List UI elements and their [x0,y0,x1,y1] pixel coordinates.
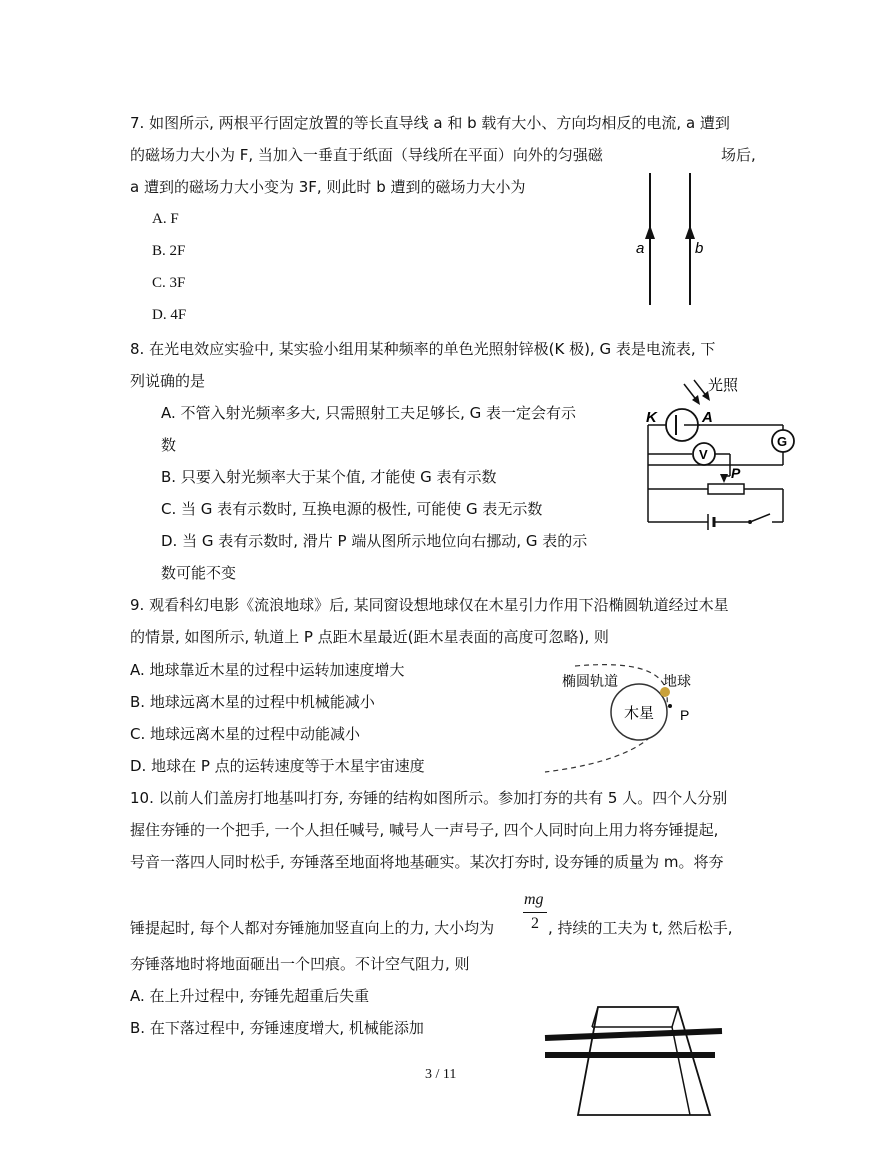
q9-orbit-figure [515,656,715,781]
q7-option-c: C. 3F [152,275,186,291]
voltmeter-label: V [699,447,708,462]
rheostat [708,484,744,494]
q8-option-c: C. 当 G 表有示数时, 互换电源的极性, 可能使 G 表无示数 [161,500,543,518]
q10-rammer-figure [540,995,730,1150]
q10-line-2: 握住夯锤的一个把手, 一个人担任喊号, 喊号人一声号子, 四个人同时向上用力将夯锤提起, [130,821,719,839]
q9-line-2: 的情景, 如图所示, 轨道上 P 点距木星最近(距木星表面的高度可忽略), 则 [130,628,609,646]
q9-line-1: 9. 观看科幻电影《流浪地球》后, 某同窗设想地球仅在木星引力作用下沿椭圆轨道经过木星 [130,596,729,614]
light-label: 光照 [708,377,739,394]
q7-line-1: 7. 如图所示, 两根平行固定放置的等长直导线 a 和 b 载有大小、方向均相反的电流, a 遭到 [130,114,730,132]
rammer-handle [545,1031,722,1038]
galvanometer-label: G [777,434,788,449]
rammer-body [578,1007,710,1115]
slider-arrow-icon [720,474,728,483]
slider-label: P [731,465,741,481]
q7-wires-figure [620,165,730,310]
q8-option-d-line-2: 数可能不变 [161,564,237,582]
q7-line-2a: 的磁场力大小为 F, 当加入一垂直于纸面（导线所在平面）向外的匀强磁 [130,146,603,164]
q9-option-c: C. 地球远离木星的过程中动能减小 [130,725,361,743]
q10-line-1: 10. 以前人们盖房打地基叫打夯, 夯锤的结构如图所示。参加打夯的共有 5 人。四个人分别 [130,789,728,807]
q7-option-a: A. F [152,211,179,227]
q8-line-1: 8. 在光电效应实验中, 某实验小组用某种频率的单色光照射锌极(K 极), G 表是电流表, 下 [130,340,716,358]
q7-option-b: B. 2F [152,243,186,259]
orbit-label: 椭圆轨道 [562,673,618,689]
q10-line-4b: , 持续的工夫为 t, 然后松手, [548,919,733,937]
cathode-label: K [646,409,657,426]
q8-photoelectric-circuit [636,372,801,532]
point-p [668,704,672,708]
q10-fraction-numerator: mg [524,891,544,908]
point-p-label: P [680,707,690,723]
q10-line-5: 夯锤落地时将地面砸出一个凹痕。不计空气阻力, 则 [130,955,470,973]
q10-line-3: 号音一落四人同时松手, 夯锤落至地面将地基砸实。某次打夯时, 设夯锤的质量为 m。将夯 [130,853,724,871]
wire-b-label: b [695,240,704,257]
anode-label: A [702,409,713,426]
page-number: 3 / 11 [425,1067,457,1082]
q10-option-b: B. 在下落过程中, 夯锤速度增大, 机械能添加 [130,1019,424,1037]
q9-option-b: B. 地球远离木星的过程中机械能减小 [130,693,375,711]
q7-line-2b: 场后, [721,146,756,164]
q9-option-d: D. 地球在 P 点的运转速度等于木星宇宙速度 [130,757,425,775]
earth-label: 地球 [663,673,691,689]
q10-line-4a: 锤提起时, 每个人都对夯锤施加竖直向上的力, 大小均为 [130,919,495,937]
q8-line-2: 列说确的是 [130,372,206,390]
q7-option-d: D. 4F [152,307,187,323]
jupiter-label: 木星 [624,705,655,722]
q10-fraction-bar [523,912,547,913]
q8-option-d-line-1: D. 当 G 表有示数时, 滑片 P 端从图所示地位向右挪动, G 表的示 [161,532,588,550]
q8-option-a-line-1: A. 不管入射光频率多大, 只需照射工夫足够长, G 表一定会有示 [161,404,577,422]
wire-a-label: a [636,240,645,257]
q10-option-a: A. 在上升过程中, 夯锤先超重后失重 [130,987,370,1005]
q8-option-b: B. 只要入射光频率大于某个值, 才能使 G 表有示数 [161,468,497,486]
q7-line-3: a 遭到的磁场力大小变为 3F, 则此时 b 遭到的磁场力大小为 [130,178,526,196]
arrow-up-icon [685,225,695,239]
q10-fraction-denominator: 2 [531,915,539,932]
q9-option-a: A. 地球靠近木星的过程中运转加速度增大 [130,661,405,679]
arrow-up-icon [645,225,655,239]
switch [750,514,770,522]
q8-option-a-line-2: 数 [161,436,177,454]
